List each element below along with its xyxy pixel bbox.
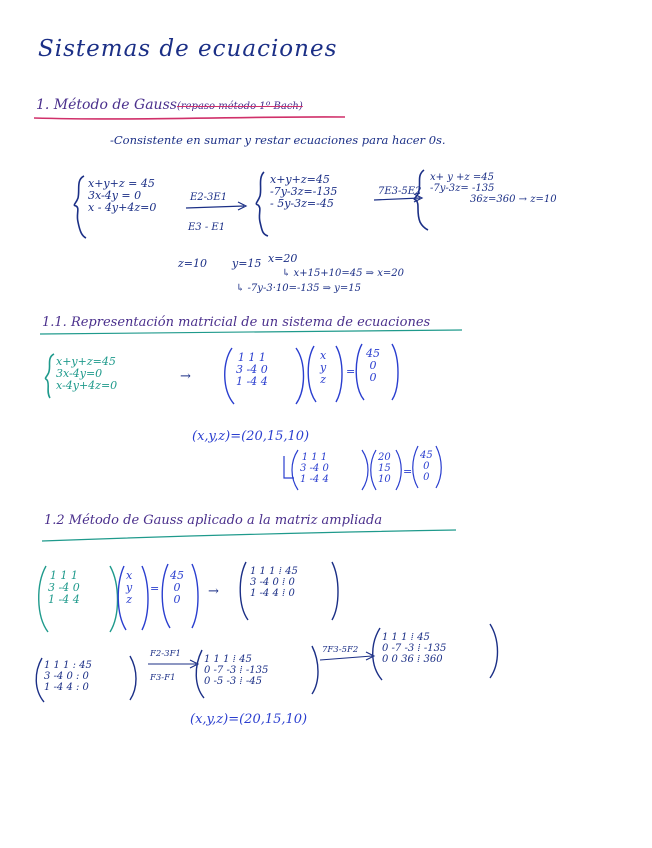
right-brace-icon — [414, 170, 428, 230]
check-vector — [378, 452, 391, 485]
sec12-equals: = — [150, 582, 160, 595]
matrix-row: 1 -4 4 : 0 — [44, 682, 89, 693]
arrow-2: → — [208, 584, 219, 599]
section-1-2-heading: 1.2 Método de Gauss aplicado a la matriz ampliada — [44, 513, 383, 528]
vector-entry: y — [126, 581, 133, 594]
variable-vector — [320, 350, 326, 386]
coefficient-matrix — [236, 352, 268, 388]
matrix-row: 1 -4 4 ⁞ 0 — [250, 588, 295, 599]
matrix-row: 3 -4 0 : 0 — [44, 671, 89, 682]
system-1-eq-1: x+y+z = 45 — [88, 177, 155, 190]
substitution-2: ↳ -7y-3·10=-135 ⇒ y=15 — [236, 283, 361, 294]
struck-note: (repaso método 1º Bach) — [176, 101, 303, 112]
matrix-row: 1 1 1 ⁞ 45 — [382, 632, 430, 643]
system-2 — [270, 174, 337, 210]
corner-arrow-icon — [284, 456, 294, 478]
matrix-row: 0 -7 -3 ⁞ -135 — [382, 643, 447, 654]
constant-vector — [366, 348, 380, 384]
row-op-f1: F2-3F1 — [150, 649, 181, 659]
equals-sign: = — [346, 365, 356, 378]
matrix-row: 1 -4 4 — [300, 474, 329, 485]
substitution-1: ↳ x+15+10=45 ⇒ x=20 — [282, 268, 404, 279]
vector-entry: z — [126, 593, 132, 606]
vector-entry: 0 — [369, 371, 377, 384]
vector-entry: 10 — [378, 474, 391, 485]
vector-entry: 0 — [423, 461, 430, 472]
vector-entry: 15 — [378, 463, 391, 474]
system-3-eq-1: x+ y +z =45 — [430, 172, 494, 183]
arrow-icon — [374, 198, 420, 200]
system-2-eq-2: -7y-3z=-135 — [270, 185, 338, 198]
system-2-eq-3: - 5y-3z=-45 — [270, 197, 334, 210]
matrix-row: 1 1 1 ⁞ 45 — [204, 654, 252, 665]
matrix-row: 0 0 36 ⁞ 360 — [382, 654, 443, 665]
left-brace-icon — [45, 354, 54, 398]
sec11-eq-3: x-4y+4z=0 — [56, 379, 118, 392]
method-description: -Consistente en sumar y restar ecuaciones para hacer 0s. — [110, 133, 446, 147]
section-1-heading-text: 1. Método de Gauss — [36, 97, 177, 113]
sec11-eq-1: x+y+z=45 — [56, 355, 116, 368]
matrix-row: 0 -5 -3 ⁞ -45 — [204, 676, 262, 687]
row-op-f2: F3-F1 — [150, 673, 176, 683]
matrix-row: 1 1 1 — [301, 452, 328, 463]
system-1 — [88, 178, 156, 214]
sec12-coefficient-matrix — [48, 570, 80, 606]
matrix-row: 3 -4 0 — [300, 463, 329, 474]
section-1-1-heading: 1.1. Representación matricial de un sistema de ecuaciones — [42, 315, 431, 330]
system-3-eq-3: 36z=360 → z=10 — [470, 194, 557, 205]
system-3-eq-2: -7y-3z= -135 — [430, 183, 495, 194]
row-op-f3: 7F3-5F2 — [322, 645, 359, 655]
system-2-eq-1: x+y+z=45 — [270, 173, 330, 186]
augmented-matrix-1 — [44, 660, 92, 693]
matrix-row: 3 -4 0 — [236, 363, 268, 376]
vector-entry: 45 — [170, 569, 184, 582]
vector-entry: 45 — [420, 450, 433, 461]
page-title: Sistemas de ecuaciones — [38, 36, 338, 62]
matrix-row: 3 -4 0 ⁞ 0 — [250, 577, 295, 588]
vector-entry: z — [320, 373, 326, 386]
vector-entry: x — [126, 569, 133, 582]
check-matrix — [300, 452, 329, 485]
vector-entry: x — [320, 349, 327, 362]
augmented-matrix-2 — [204, 654, 268, 687]
section-1-2-solution: (x,y,z)=(20,15,10) — [190, 712, 308, 727]
sec12-variable-vector — [126, 570, 132, 606]
row-op-2: E3 - E1 — [188, 222, 226, 233]
row-op-1: E2-3E1 — [190, 192, 228, 203]
matrix-row: 1 -4 4 — [236, 375, 268, 388]
solution-y: y=15 — [232, 257, 262, 270]
section-1-1-solution: (x,y,z)=(20,15,10) — [192, 429, 310, 444]
system-1-eq-3: x - 4y+4z=0 — [88, 201, 157, 214]
matrix-row: 0 -7 -3 ⁞ -135 — [204, 665, 269, 676]
vector-entry: 0 — [369, 359, 377, 372]
matrix-row: 1 1 1 ⁞ 45 — [250, 566, 298, 577]
left-brace-icon — [74, 176, 86, 238]
section-1-1-underline — [40, 330, 462, 334]
section-1-1-system — [56, 356, 117, 392]
arrow-icon — [186, 206, 244, 208]
section-1-heading — [36, 98, 303, 112]
matrix-row: 3 -4 0 — [48, 581, 80, 594]
arrow-1: → — [180, 369, 191, 384]
matrix-row: 1 1 1 — [237, 351, 266, 364]
check-equals: = — [403, 465, 413, 478]
system-3 — [430, 172, 557, 205]
vector-entry: 20 — [378, 452, 391, 463]
sec11-eq-2: 3x-4y=0 — [56, 367, 103, 380]
check-result — [420, 450, 433, 483]
vector-entry: 0 — [423, 472, 430, 483]
vector-entry: 0 — [173, 593, 181, 606]
left-brace-icon — [256, 172, 268, 236]
sec12-constant-vector — [170, 570, 184, 606]
solution-x: x=20 — [268, 252, 298, 265]
section-1-underline — [34, 117, 345, 119]
section-1-2-underline — [42, 530, 456, 541]
system-1-eq-2: 3x-4y = 0 — [88, 189, 142, 202]
vector-entry: y — [320, 361, 327, 374]
vector-entry: 45 — [366, 347, 380, 360]
solution-z: z=10 — [178, 257, 208, 270]
augmented-matrix — [250, 566, 298, 599]
augmented-matrix-3 — [382, 632, 446, 665]
matrix-row: 1 1 1 : 45 — [44, 660, 92, 671]
matrix-row: 1 -4 4 — [48, 593, 80, 606]
vector-entry: 0 — [173, 581, 181, 594]
arrow-icon — [320, 656, 372, 660]
row-op-3: 7E3-5E2 — [378, 186, 422, 197]
matrix-row: 1 1 1 — [49, 569, 78, 582]
